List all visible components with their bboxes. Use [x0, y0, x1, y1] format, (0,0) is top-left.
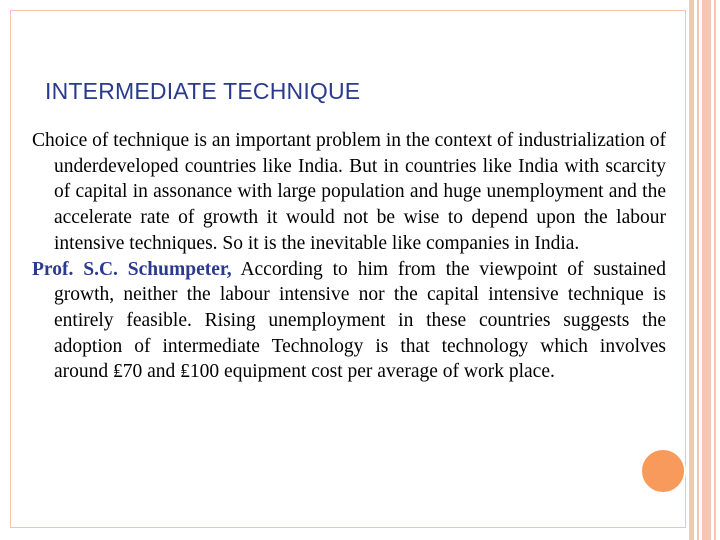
- stripe: [714, 0, 716, 540]
- author-name: Prof. S.C. Schumpeter,: [32, 258, 232, 280]
- stripe: [689, 0, 694, 540]
- stripe: [697, 0, 699, 540]
- decorative-side-stripes: [686, 0, 720, 540]
- decorative-circle: [640, 448, 686, 494]
- slide-title: INTERMEDIATE TECHNIQUE: [45, 78, 361, 104]
- paragraph-schumpeter-text: According to him from the viewpoint of sustained growth, neither the labour intensive nor the capital intensive technique is entirely feasible. Rising unemployment in these countries suggests the adoption of intermediate Technology is that technology which involves around ₤70 and ₤100 equipment cost per average of work place.: [54, 258, 667, 383]
- paragraph-schumpeter: [32, 257, 666, 386]
- slide-body: [32, 128, 666, 385]
- paragraph-choice-of-technique: Choice of technique is an important problem in the context of industrialization of underdeveloped countries like India. But in countries like India with scarcity of capital in assonance with large population and huge unemployment and the accelerate rate of growth it would not be wise to depend upon the labour intensive techniques. So it is the inevitable like companies in India.: [32, 130, 666, 254]
- stripe: [702, 0, 711, 540]
